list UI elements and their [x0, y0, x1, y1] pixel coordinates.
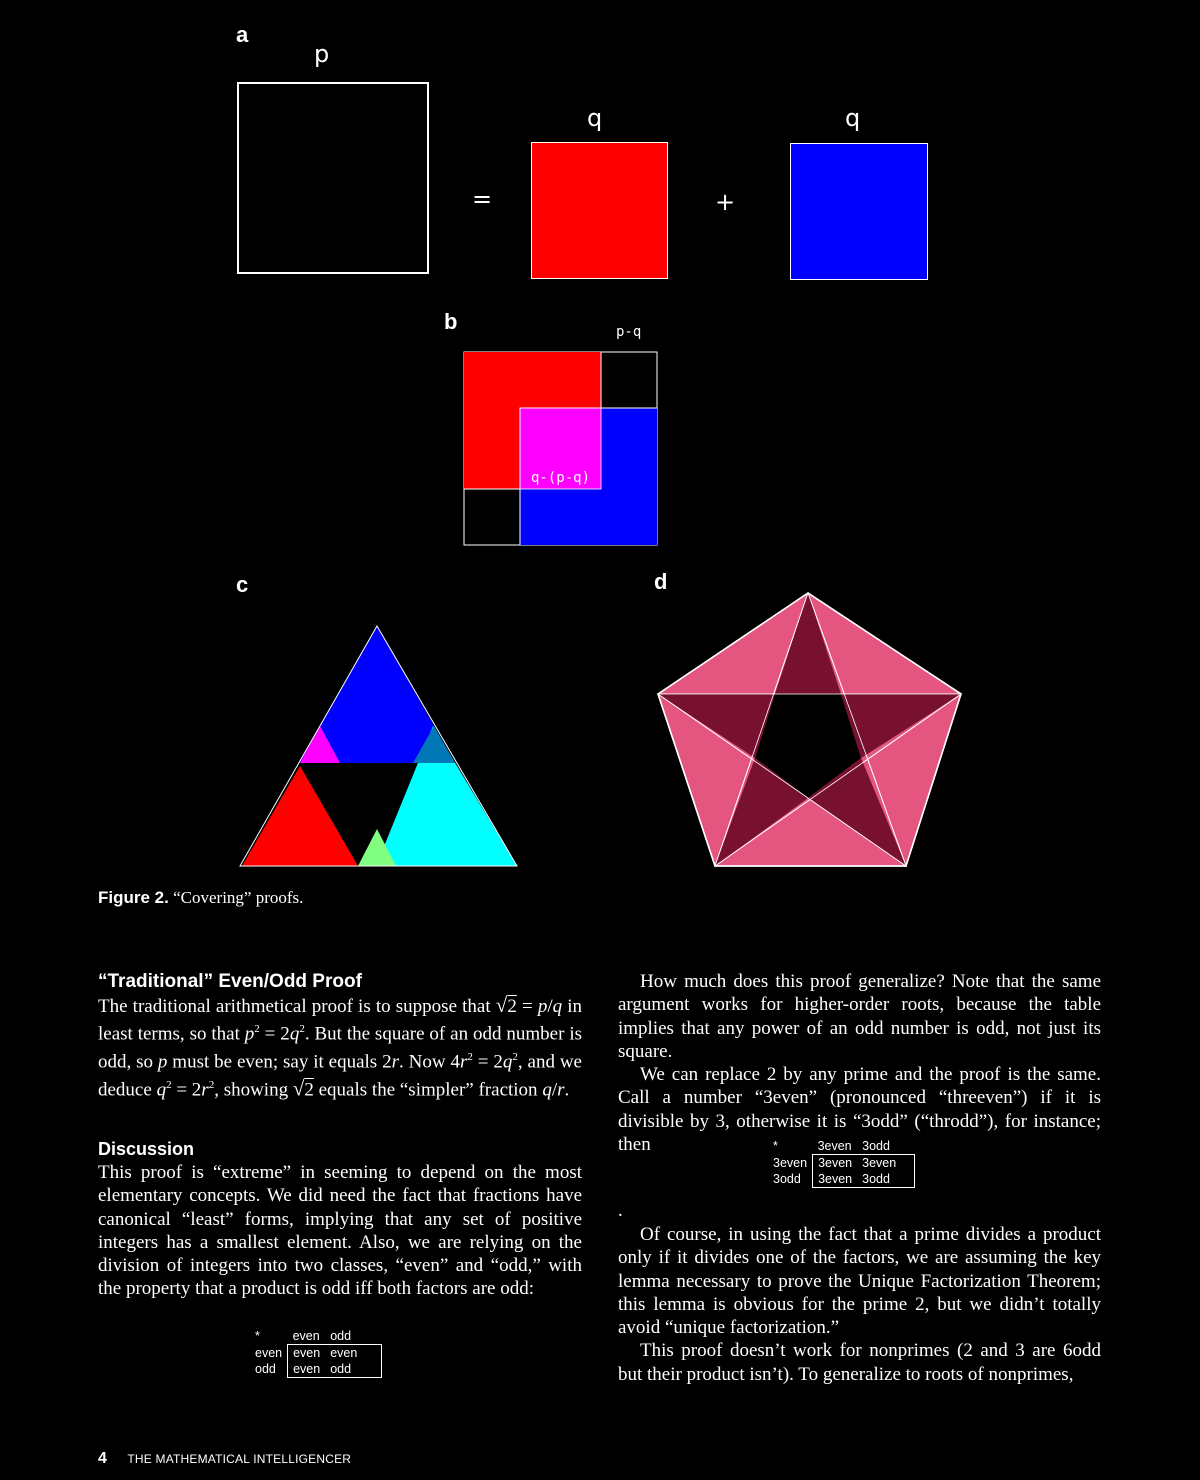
paragraph-unique-factorization: Of course, in using the fact that a prime divides a product only if it divides one of the factors, we are assuming the key lemma necessary to prove the Unique Factorization Theorem; this lemma is obvious for the prime 2, but we didn’t totally avoid “unique factorization.”	[618, 1224, 1101, 1339]
label-q-minus-p-minus-q: q-(p-q)	[531, 470, 591, 486]
pentagon-covering-diagram	[650, 588, 970, 873]
row-label: 3odd	[773, 1172, 801, 1187]
table-cell: 3even	[813, 1171, 858, 1188]
right-column-bottom	[618, 1223, 1101, 1386]
label-q-blue: q	[845, 104, 861, 132]
panel-label-a: a	[236, 22, 249, 47]
left-column	[98, 970, 582, 1101]
square-p	[237, 82, 429, 274]
paragraph-discussion: This proof is “extreme” in seeming to depend on the most elementary concepts. We did need the fact that fractions have canonical “least” forms, implying that any set of positive integers has a smallest element. Also, we are relying on the division of integers into two classes, “even” and “odd,” with the property that a product is odd iff both factors are odd:	[98, 1162, 582, 1300]
table-corner: *	[773, 1139, 778, 1154]
col-header: 3even	[817, 1139, 852, 1153]
caption-text: “Covering” proofs.	[173, 888, 304, 907]
table-cell: 3even	[813, 1155, 858, 1172]
table-cell: odd	[325, 1361, 382, 1378]
row-label: odd	[255, 1362, 276, 1377]
col-header: odd	[330, 1329, 352, 1343]
col-header: even	[292, 1329, 320, 1343]
panel-label-b: b	[444, 309, 458, 334]
table-corner: *	[255, 1329, 260, 1344]
square-q-red	[531, 142, 668, 279]
panel-label-c: c	[236, 572, 249, 597]
discussion-section	[98, 1137, 582, 1301]
journal-name: THE MATHEMATICAL INTELLIGENCER	[127, 1452, 352, 1466]
table-cell: even	[288, 1345, 326, 1362]
label-p: p	[314, 40, 330, 68]
even-odd-table	[250, 1328, 382, 1378]
section-heading-traditional: “Traditional” Even/Odd Proof	[98, 971, 362, 992]
overlap-squares-diagram	[460, 348, 662, 550]
row-label: even	[255, 1345, 283, 1360]
figure-caption	[98, 888, 303, 908]
plus-sign: +	[715, 188, 736, 216]
table-cell: even	[288, 1361, 326, 1378]
equals-sign: =	[472, 185, 493, 213]
section-heading-discussion: Discussion	[98, 1139, 195, 1159]
caption-label: Figure 2.	[98, 888, 169, 907]
page-footer	[98, 1450, 351, 1468]
label-p-minus-q: p-q	[616, 324, 642, 340]
paragraph-traditional-proof: The traditional arithmetical proof is to suppose that √2 = p/q in least terms, so that $p^2 = 2q^2$. But the square of an odd number is odd, so p must be even; say it equals 2r. Now $4r^2 = 2q^2$, and we deduce $q^2 = 2r^2$, showing √2 equals the “simpler” fraction q/r.	[98, 993, 583, 1100]
threeven-throdd-table	[768, 1138, 915, 1188]
label-q-red: q	[587, 104, 603, 132]
table-cell: 3odd	[857, 1171, 915, 1188]
row-label: 3even	[773, 1155, 808, 1170]
triangle-covering-diagram	[236, 620, 521, 870]
panel-label-d: d	[654, 569, 668, 594]
table-period: .	[618, 1200, 623, 1221]
table-cell: even	[325, 1345, 382, 1362]
table-cell: 3even	[857, 1155, 915, 1172]
page-number: 4	[98, 1450, 107, 1467]
paragraph-replace-prime: We can replace 2 by any prime and the proof is the same. Call a number “3even” (pronounced “threeven”) if it is divisible by 3, otherwise it is “3odd” (“throdd”), for instance; then	[618, 1064, 1101, 1156]
paragraph-nonprimes: This proof doesn’t work for nonprimes (2 and 3 are 6odd but their product isn’t). To generalize to roots of nonprimes,	[618, 1340, 1101, 1385]
paragraph-generalize: How much does this proof generalize? Note that the same argument works for higher-order roots, because the table implies that any power of an odd number is odd, not just its square.	[618, 971, 1101, 1062]
square-q-blue	[790, 143, 928, 280]
col-header: 3odd	[862, 1139, 890, 1153]
right-column-top	[618, 970, 1101, 1156]
